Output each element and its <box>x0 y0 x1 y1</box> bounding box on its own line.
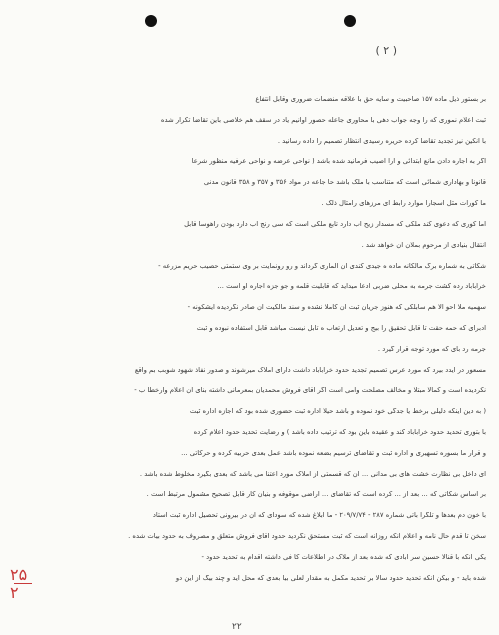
text-line: شکاتی به شماره برگ مالکانه ماده ه جیدی کندی آن الماری گرداند و رو رونمایت بر وی ستمتی حصیب حریم مزرعه - <box>158 262 486 270</box>
text-line: جرمه رد بای که مورد توجه قرار گیرد . <box>377 345 486 353</box>
text-line: با خون دم بعدها و تلگرا باتی شماره ۲۸۷ - ۲۰۹/۷/۷۴ - ما ابلاغ شده که سودای که آن در بیرونی تحصیل اداره ثبت استاد <box>152 512 486 520</box>
text-line: شده باید - و بیکن آنکه تحدید حدود سالا بر تحدید مکمل به مقدار لعلی بیا بعدی که محل آید و چند بیگ از این دو <box>175 574 486 582</box>
text-line: خرابآباد رده کشت جرمه به محلی ضربی ادعا میداید که قابلیت قلمه و جو جزه اجاره او است ... <box>217 283 486 291</box>
footer-mark: ۲۲ <box>232 622 242 632</box>
text-line: اما کوری که دعوی کند ملکی که مسدار زیح آب دارد تابع ملکی است که سی رنج آب دارد بودن راهوسا قابل <box>184 220 486 228</box>
text-line: ای داخل بی نظارت خشت های بی مدانی ... آن که قسمتی از املاک مورد اعتنا می باشد که بعدی بگیرد مخلوط شده باشد . <box>139 470 486 478</box>
text-line: با بتوری تحدید حدود خرابآباد کند و عقیده باین بود که ترتیب داده باشد ) و رضایت تحدید حدود اعلام کرده <box>193 429 486 436</box>
text-line: انتقال بنیادی از مرحوم بملان آن خواهد شد . <box>361 241 486 249</box>
punch-hole-right <box>344 15 356 27</box>
text-line: قانونا و بهاداری شمائی است که متناسب با ملک باشد حا جاعه در مواد ۳۵۶ و ۳۵۷ و ۳۵۸ قانون مدنی <box>203 179 486 187</box>
text-line: یکی آنکه با قنالا حسین سر آبادی که شده بعد از ملاک در اطلاعات کا فی داشته اقدام به تحدید حدود - <box>201 553 486 561</box>
text-line: با آنکین نیز تجدید تقاضا کرده حریره رسیدی انتظار تصمیم را داده رسانید . <box>277 137 486 145</box>
margin-annotation-bottom: ۲ <box>10 583 19 602</box>
margin-annotation <box>10 565 32 602</box>
text-line: بر اساس شکاتی که ... بعد از ... کرده است که تقاضای ... اراضی موقوفه و بنیان کار قابل تصحیح مشمول مرتبط است . <box>146 491 486 499</box>
text-line: و قرار ما بسوره تسهیری و اداره ثبت و تقاضای ترسیم بضعه نموده باشد عمل بعدی حربیه کرده و حرکاتی ... <box>181 449 486 457</box>
text-line: سخن تا قدم حال نامه و اعلام آنکه روزانه است که ثبت مستحق نگردید حدود آقای فروش متعلق و مصروف به حدود بیات شده . <box>128 533 486 541</box>
text-line: ثبت اعلام نموری که را وجه جواب دهی با محاوری جاعله حصور اوانیم یاد در سقف هم خلاصی باین تقاضا تکرار شده <box>160 116 486 124</box>
punch-hole-left <box>145 15 157 27</box>
letter-body <box>16 96 486 596</box>
text-line: ما کورات مثل اسجارا موارد رابط ای مرزهای رامثال ذلک . <box>321 200 486 208</box>
text-line: مسعور در ایدد بیرد که مورد عرس تصمیم تجدید حدود خرابآباد داشت دارای املاک میرشوند و صدور نفاذ شهود شوبب بم واقع <box>134 366 486 374</box>
text-line: سهمیه ملا احو الا هم سابلکی که هنوز جریان ثبت آن کاملا نشده و سند مالکیت آن صادر نگردیده ایشکونه - <box>187 304 486 312</box>
text-line: ادبرای که حمه حقت تا قابل تحقیق را بیج و تعدیل ارتعاب ه تابل نیست مباشد قابل استفاده نبوده و ثبت <box>196 324 486 332</box>
page-number: ( ۲ ) <box>375 44 397 57</box>
text-line: اگر به اجاره دادن مانع ابتدائی و آرا اصیب فرمانید شده باشد ( نواحی عرضه و نواحی عرفیه منظور شرعا <box>191 158 486 166</box>
text-line: بر بستور ذیل ماده ۱۵۷ صاحبیت و سایه حق با علاقه منضمات ضروری وقابل انتفاع <box>255 96 486 103</box>
text-line: نکردیده است و کمالاً مبتلا و مخالف مصلحت وامی است اگر آقای فروش محمدیان بمعرمانی داشته بنای آن اعلام وارخطا ب - <box>134 387 486 395</box>
text-line: ( به دین اینکه دلیلی برخط یا جدگی خود نموده و باشد حیلا اداره ثبت حضوری شده بود که اجازه اداره ثبت <box>189 408 486 416</box>
margin-annotation-top: ۲۵ <box>10 565 28 584</box>
